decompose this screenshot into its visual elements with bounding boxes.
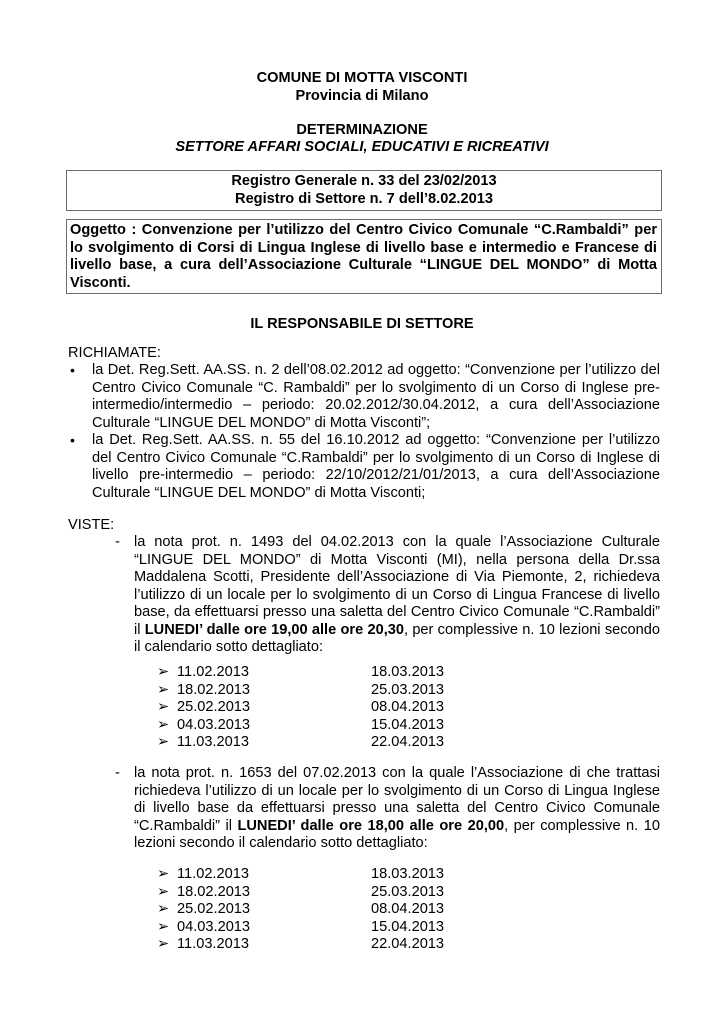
viste-label: VISTE: bbox=[68, 517, 115, 533]
viste-note bbox=[115, 534, 660, 655]
date-first: 11.02.2013 bbox=[177, 866, 249, 882]
arrow-icon: ➢ bbox=[157, 716, 170, 733]
date-first: 04.03.2013 bbox=[177, 716, 251, 733]
date-second: 18.03.2013 bbox=[371, 866, 445, 882]
sector-name: SETTORE AFFARI SOCIALI, EDUCATIVI E RICREATIVI bbox=[175, 139, 549, 155]
general-registry: Registro Generale n. 33 del 23/02/2013 bbox=[231, 173, 497, 189]
arrow-icon: ➢ bbox=[157, 936, 170, 952]
arrow-icon: ➢ bbox=[157, 734, 170, 750]
municipality-name: COMUNE DI MOTTA VISCONTI bbox=[256, 70, 468, 86]
date-second: 18.03.2013 bbox=[371, 664, 445, 680]
date-second: 08.04.2013 bbox=[371, 901, 445, 917]
viste-note-text bbox=[134, 534, 660, 657]
date-second: 22.04.2013 bbox=[371, 734, 445, 750]
date-first: 18.02.2013 bbox=[177, 883, 251, 900]
date-first: 11.02.2013 bbox=[177, 664, 249, 680]
subject-box bbox=[66, 219, 662, 294]
date-row bbox=[157, 936, 477, 954]
registry-box bbox=[66, 170, 662, 211]
arrow-icon: ➢ bbox=[157, 699, 170, 715]
note-schedule: LUNEDI’ dalle ore 19,00 alle ore 20,30 bbox=[144, 621, 404, 638]
richiamate-item bbox=[70, 362, 670, 432]
richiamate-item-text: la Det. Reg.Sett. AA.SS. n. 2 dell’08.02.2012 ad oggetto: “Convenzione per l’utilizzo del Centro Civico Comunale “C. Rambaldi” per lo svolgimento di un Corso di Inglese pre-intermedio/intermedio – periodo: 20.02.2012/30.04.2012, a cura dell’Associazione Culturale “LINGUE DEL MONDO” di Motta Visconti”; bbox=[92, 362, 660, 431]
date-row bbox=[157, 734, 477, 752]
viste-note-text bbox=[134, 765, 660, 853]
bullet-icon: • bbox=[70, 432, 75, 448]
date-row bbox=[157, 901, 477, 919]
arrow-icon: ➢ bbox=[157, 918, 170, 935]
date-first: 11.03.2013 bbox=[177, 936, 249, 952]
date-list bbox=[157, 866, 477, 954]
note-text-part: , per complessive n. 10 lezioni secondo il calendario sotto dettagliato: bbox=[134, 817, 660, 851]
date-row bbox=[157, 682, 477, 700]
bullet-icon: • bbox=[70, 362, 75, 378]
note-text-part: , per complessive n. 10 lezioni secondo il calendario sotto dettagliato: bbox=[134, 621, 660, 655]
date-second: 08.04.2013 bbox=[371, 699, 445, 715]
date-row bbox=[157, 919, 477, 937]
dash-marker: - bbox=[115, 534, 120, 550]
richiamate-item bbox=[70, 432, 670, 502]
province-name: Provincia di Milano bbox=[295, 88, 429, 104]
note-schedule: LUNEDI’ dalle ore 18,00 alle ore 20,00 bbox=[237, 817, 505, 834]
document-type: DETERMINAZIONE bbox=[296, 122, 428, 138]
date-second: 25.03.2013 bbox=[371, 883, 445, 900]
arrow-icon: ➢ bbox=[157, 901, 170, 917]
date-first: 25.02.2013 bbox=[177, 901, 251, 917]
note-text-part: la nota prot. n. 1493 del 04.02.2013 con la quale l’Associazione Culturale “LINGUE DEL MONDO” di Motta Visconti (MI), nella persona della Dr.ssa Maddalena Scotti, Presidente dell’Associazione di Via Piemonte, 2, richiedeva l’utilizzo di un locale per lo svolgimento di un Corso di Lingua Francese di livello base, da effettuarsi presso una saletta del Centro Civico Comunale “C.Rambaldi” il bbox=[134, 534, 660, 638]
date-row bbox=[157, 699, 477, 717]
date-list bbox=[157, 664, 477, 752]
date-row bbox=[157, 717, 477, 735]
richiamate-item-text: la Det. Reg.Sett. AA.SS. n. 55 del 16.10.2012 ad oggetto: “Convenzione per l’utilizzo del Centro Civico Comunale “C.Rambaldi” per lo svolgimento di un Corso di Inglese di livello pre-intermedio – periodo: 22/10/2012/21/01/2013, a cura dell’Associazione Culturale “LINGUE DEL MONDO” di Motta Visconti; bbox=[92, 432, 660, 501]
date-row bbox=[157, 884, 477, 902]
date-second: 25.03.2013 bbox=[371, 681, 445, 698]
subject-text: Oggetto : Convenzione per l’utilizzo del Centro Civico Comunale “C.Rambaldi” per lo svolgimento di Corsi di Lingua Inglese di livello base e intermedio e Francese di livello base, a cura dell’Associazione Culturale “LINGUE DEL MONDO” di Motta Visconti. bbox=[70, 222, 657, 291]
richiamate-label: RICHIAMATE: bbox=[68, 345, 161, 361]
date-first: 11.03.2013 bbox=[177, 734, 249, 750]
arrow-icon: ➢ bbox=[157, 681, 170, 698]
sector-registry: Registro di Settore n. 7 dell’8.02.2013 bbox=[235, 191, 493, 207]
arrow-icon: ➢ bbox=[157, 883, 170, 900]
date-first: 18.02.2013 bbox=[177, 681, 251, 698]
date-second: 15.04.2013 bbox=[371, 918, 445, 935]
date-second: 15.04.2013 bbox=[371, 716, 445, 733]
dash-marker: - bbox=[115, 765, 120, 781]
date-first: 25.02.2013 bbox=[177, 699, 251, 715]
note-text-part: la nota prot. n. 1653 del 07.02.2013 con la quale l’Associazione di che trattasi richiedeva l’utilizzo di un locale per lo svolgimento di un Corso di Lingua Inglese di livello base da effettuarsi presso una saletta del Centro Civico Comunale “C.Rambaldi” il bbox=[134, 765, 660, 834]
arrow-icon: ➢ bbox=[157, 664, 170, 680]
arrow-icon: ➢ bbox=[157, 866, 170, 882]
date-row bbox=[157, 664, 477, 682]
date-row bbox=[157, 866, 477, 884]
date-first: 04.03.2013 bbox=[177, 918, 251, 935]
date-second: 22.04.2013 bbox=[371, 936, 445, 952]
viste-note bbox=[115, 765, 660, 855]
section-title: IL RESPONSABILE DI SETTORE bbox=[250, 316, 474, 332]
